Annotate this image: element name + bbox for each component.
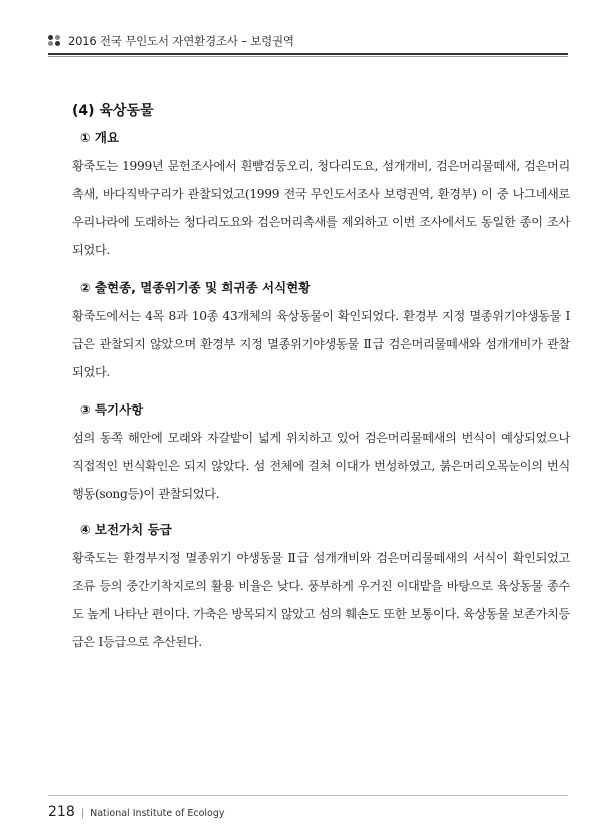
subsection-paragraph: 황죽도는 환경부지정 멸종위기 야생동물 Ⅱ급 섬개개비와 검은머리물떼새의 서식이 확인되었고 조류 등의 중간기착지로의 활용 비율은 낮다. 풍부하게 우거진 이대밭을 바탕으로 육상동물 종수도 높게 나타난 편이다. 가축은 방목되지 않았고 섬의 훼손도 또한 보통이다. 육상동물 보존가치등급은 Ⅰ등급으로 추산된다. — [72, 551, 570, 649]
header-divider — [48, 53, 568, 55]
subsection-paragraph: 섬의 동쪽 해안에 모래와 자갈밭이 넓게 위치하고 있어 검은머리물떼새의 번식이 예상되었으나 직접적인 번식확인은 되지 않았다. 섬 전체에 걸쳐 이대가 번성하였고, 붉은머리오목눈이의 번식행동(song등)이 관찰되었다. — [72, 431, 570, 501]
section-title: (4) 육상동물 — [72, 103, 154, 119]
subsection-title: ④ 보전가치 등급 — [80, 522, 172, 537]
dots-icon — [48, 35, 62, 47]
subsection-conservation-grade — [72, 520, 570, 656]
running-header — [48, 32, 568, 50]
subsection-overview — [72, 128, 570, 264]
page-footer — [48, 804, 225, 820]
footer-organization: National Institute of Ecology — [90, 808, 225, 819]
subsection-special-notes — [72, 400, 570, 508]
subsection-title: ② 출현종, 멸종위기종 및 희귀종 서식현황 — [80, 280, 311, 295]
footer-separator: | — [80, 808, 85, 819]
footer-divider — [48, 795, 568, 796]
header-title: 2016 전국 무인도서 자연환경조사 – 보령권역 — [68, 34, 294, 48]
subsection-paragraph: 황죽도에서는 4목 8과 10종 43개체의 육상동물이 확인되었다. 환경부 지정 멸종위기야생동물 Ⅰ급은 관찰되지 않았으며 환경부 지정 멸종위기야생동물 Ⅱ급 검은머리물떼새와 섬개개비가 관찰되었다. — [72, 309, 570, 379]
subsection-title: ③ 특기사항 — [80, 402, 144, 417]
subsection-species-status — [72, 278, 570, 386]
subsection-title: ① 개요 — [80, 130, 120, 145]
header-divider-thin — [48, 56, 568, 57]
page-number: 218 — [48, 804, 75, 820]
subsection-paragraph: 황죽도는 1999년 문헌조사에서 흰뺨검둥오리, 청다리도요, 섬개개비, 검은머리물떼새, 검은머리촉새, 바다직박구리가 관찰되었고(1999 전국 무인도서조사 보령권역, 환경부) 이 중 나그네새로 우리나라에 도래하는 청다리도요와 검은머리촉새를 제외하고 이번 조사에서도 동일한 종이 조사되었다. — [72, 159, 570, 257]
